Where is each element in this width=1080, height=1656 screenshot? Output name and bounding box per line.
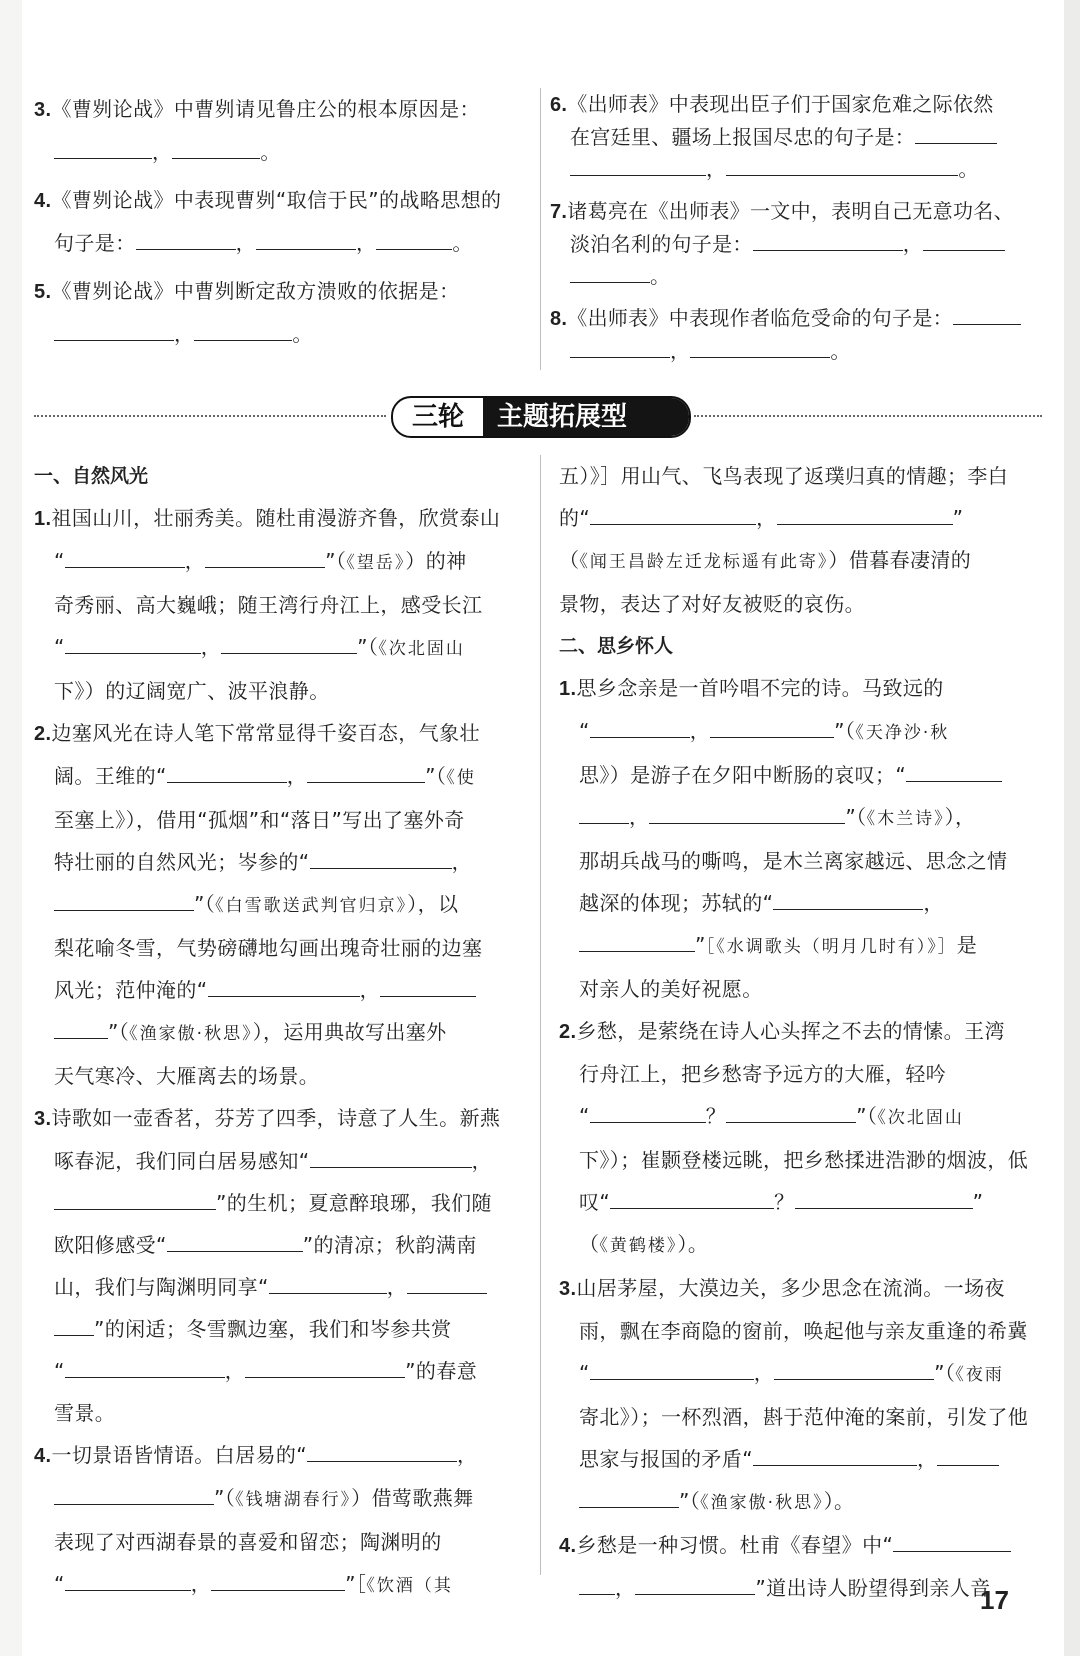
homesick-question-4: 4.乡愁是一种习惯。杜甫《春望》中“ ， ”道出诗人盼望得到亲人音 (559, 1524, 1047, 1609)
answer-blank[interactable] (65, 633, 201, 654)
answer-blank[interactable] (570, 155, 706, 176)
answer-blank[interactable] (893, 1531, 1011, 1552)
answer-blank[interactable] (590, 1102, 706, 1123)
answer-blank[interactable] (245, 1357, 405, 1378)
answer-blank[interactable] (753, 230, 903, 251)
section-banner (22, 396, 1080, 436)
answer-blank[interactable] (376, 229, 452, 250)
answer-blank[interactable] (407, 1273, 487, 1294)
answer-blank[interactable] (726, 155, 958, 176)
answer-blank[interactable] (710, 717, 834, 738)
column-divider (540, 88, 541, 370)
section-heading-homesick: 二、思乡怀人 (559, 635, 674, 657)
homesick-question-3: 3.山居茅屋，大漠边关，多少思念在流淌。一场夜 雨，飘在李商隐的窗前，唤起他与亲友重逢的希冀 “ ， ”（《夜雨 寄北》）；一杯烈酒，斟于范仲淹的案前，引发了他 思家与报国的矛盾“ ， ”（《渔家傲·秋思》）。 (559, 1276, 1029, 1513)
question-5: 5.《曹刿论战》中曹刿断定敌方溃败的依据是： ， 。 (34, 279, 460, 346)
scenery-question-4-continued: 五）》］用山气、飞鸟表现了返璞归真的情趣；李白 的“ ， ” （《闻王昌龄左迁龙标遥有此寄》）借暮春凄清的 景物，表达了对好友被贬的哀伤。 (559, 464, 1009, 616)
answer-blank[interactable] (54, 1315, 94, 1336)
answer-blank[interactable] (167, 762, 287, 783)
answer-blank[interactable] (136, 229, 236, 250)
scenery-question-4: 4.一切景语皆情语。白居易的“ ， ”（《钱塘湖春行》）借莺歌燕舞 表现了对西湖春景的喜爱和留恋；陶渊明的 “ ， ”［《饮酒（其 (34, 1443, 478, 1596)
answer-blank[interactable] (590, 504, 756, 525)
answer-blank[interactable] (54, 1018, 108, 1039)
dotted-rule (34, 415, 386, 417)
answer-blank[interactable] (221, 633, 357, 654)
answer-blank[interactable] (54, 890, 194, 911)
answer-blank[interactable] (774, 1359, 934, 1380)
workbook-page (22, 0, 1080, 1656)
answer-blank[interactable] (172, 138, 260, 159)
scenery-question-3: 3.诗歌如一壶香茗，芬芳了四季，诗意了人生。新燕 啄春泥，我们同白居易感知“ ， ”的生机；夏意醉琅琊，我们随 欧阳修感受“ ”的清凉；秋韵满南 山，我们与陶渊明同享“ ， ”的闲适；冬雪飘边塞，我们和岑参共赏 “ ， ”的春意 雪景。 (34, 1106, 501, 1425)
answer-blank[interactable] (256, 229, 356, 250)
answer-blank[interactable] (167, 1231, 303, 1252)
answer-blank[interactable] (923, 230, 1005, 251)
answer-blank[interactable] (54, 1189, 216, 1210)
dotted-rule (694, 415, 1042, 417)
question-3: 3.《曹刿论战》中曹刿请见鲁庄公的根本原因是： ， 。 (34, 97, 480, 164)
question-6: 6.《出师表》中表现出臣子们于国家危难之际依然 在宫廷里、疆场上报国尽忠的句子是： ， 。 (550, 88, 1045, 185)
answer-blank[interactable] (570, 337, 670, 358)
bottom-left-column (34, 455, 531, 1607)
answer-blank[interactable] (915, 123, 997, 144)
answer-blank[interactable] (54, 138, 152, 159)
answer-blank[interactable] (649, 803, 845, 824)
scenery-question-1: 1.祖国山川，壮丽秀美。随杜甫漫游齐鲁，欣赏泰山 “ ， ”（《望岳》）的神 奇秀丽、高大巍峨；随王湾行舟江上，感受长江 “ ， ”（《次北固山 下》）的辽阔宽广、波平浪静。 (34, 506, 501, 703)
answer-blank[interactable] (310, 848, 452, 869)
answer-blank[interactable] (795, 1188, 973, 1209)
banner-title: 主题拓展型 (483, 398, 691, 436)
answer-blank[interactable] (65, 547, 185, 568)
homesick-question-1: 1.思乡念亲是一首吟唱不完的诗。马致远的 “ ， ”（《天净沙·秋 思》）是游子在夕阳中断肠的哀叹；“ ， ”（《木兰诗》）， 那胡兵战马的嘶鸣，是木兰离家越远、思念之情 越深的体现；苏轼的“ ， ”［《水调歌头（明月几时有）》］是 对亲人的美好祝愿。 (559, 676, 1008, 1001)
column-divider (540, 455, 541, 1575)
answer-blank[interactable] (590, 1359, 754, 1380)
banner-badge (391, 396, 691, 438)
answer-blank[interactable] (610, 1188, 774, 1209)
answer-blank[interactable] (570, 262, 650, 283)
scenery-question-2: 2.边塞风光在诗人笔下常常显得千姿百态，气象壮 阔。王维的“ ， ”（《使 至塞上》），借用“孤烟”和“落日”写出了塞外奇 特壮丽的自然风光；岑参的“ ， ”（《白雪歌送武判官归京》），以 梨花喻冬雪，气势磅礴地勾画出瑰奇壮丽的边塞 风光；范仲淹的“ ， ”（《渔家傲·秋思》），运用典故写出塞外 天气寒冷、大雁离去的场景。 (34, 721, 483, 1088)
answer-blank[interactable] (65, 1357, 225, 1378)
answer-blank[interactable] (579, 931, 695, 952)
answer-blank[interactable] (380, 976, 476, 997)
banner-round: 三轮 (411, 402, 464, 432)
answer-blank[interactable] (937, 1445, 999, 1466)
answer-blank[interactable] (726, 1102, 856, 1123)
top-left-column (34, 88, 529, 355)
answer-blank[interactable] (590, 717, 690, 738)
question-7: 7.诸葛亮在《出师表》一文中，表明自己无意功名、 淡泊名利的句子是： ， 。 (550, 199, 1014, 288)
answer-blank[interactable] (777, 504, 953, 525)
answer-blank[interactable] (773, 889, 923, 910)
answer-blank[interactable] (753, 1445, 917, 1466)
answer-blank[interactable] (307, 762, 425, 783)
answer-blank[interactable] (906, 761, 1002, 782)
answer-blank[interactable] (65, 1570, 191, 1591)
answer-blank[interactable] (953, 304, 1021, 325)
top-right-column (550, 88, 1045, 377)
answer-blank[interactable] (54, 320, 174, 341)
answer-blank[interactable] (269, 1273, 387, 1294)
answer-blank[interactable] (579, 803, 629, 824)
answer-blank[interactable] (205, 547, 325, 568)
question-8: 8.《出师表》中表现作者临危受命的句子是： ， 。 (550, 302, 1045, 367)
answer-blank[interactable] (211, 1570, 345, 1591)
page-edge (1064, 0, 1080, 1656)
answer-blank[interactable] (579, 1574, 615, 1595)
answer-blank[interactable] (54, 1484, 214, 1505)
answer-blank[interactable] (208, 976, 360, 997)
page-number: 17 (980, 1585, 1009, 1615)
answer-blank[interactable] (579, 1487, 679, 1508)
answer-blank[interactable] (635, 1574, 755, 1595)
homesick-question-2: 2.乡愁，是萦绕在诗人心头挥之不去的情愫。王湾 行舟江上，把乡愁寄予远方的大雁，轻吟 “ ？ ”（《次北固山 下》）；崔颢登楼远眺，把乡愁揉进浩渺的烟波，低 叹“ ？ ” （《黄鹤楼》）。 (559, 1019, 1029, 1256)
section-heading-scenery: 一、自然风光 (34, 465, 149, 487)
question-4: 4.《曹刿论战》中表现曹刿“取信于民”的战略思想的 句子是： ， ， 。 (34, 188, 502, 255)
answer-blank[interactable] (307, 1441, 457, 1462)
answer-blank[interactable] (194, 320, 292, 341)
bottom-right-column (559, 455, 1047, 1609)
answer-blank[interactable] (310, 1147, 472, 1168)
answer-blank[interactable] (690, 337, 830, 358)
